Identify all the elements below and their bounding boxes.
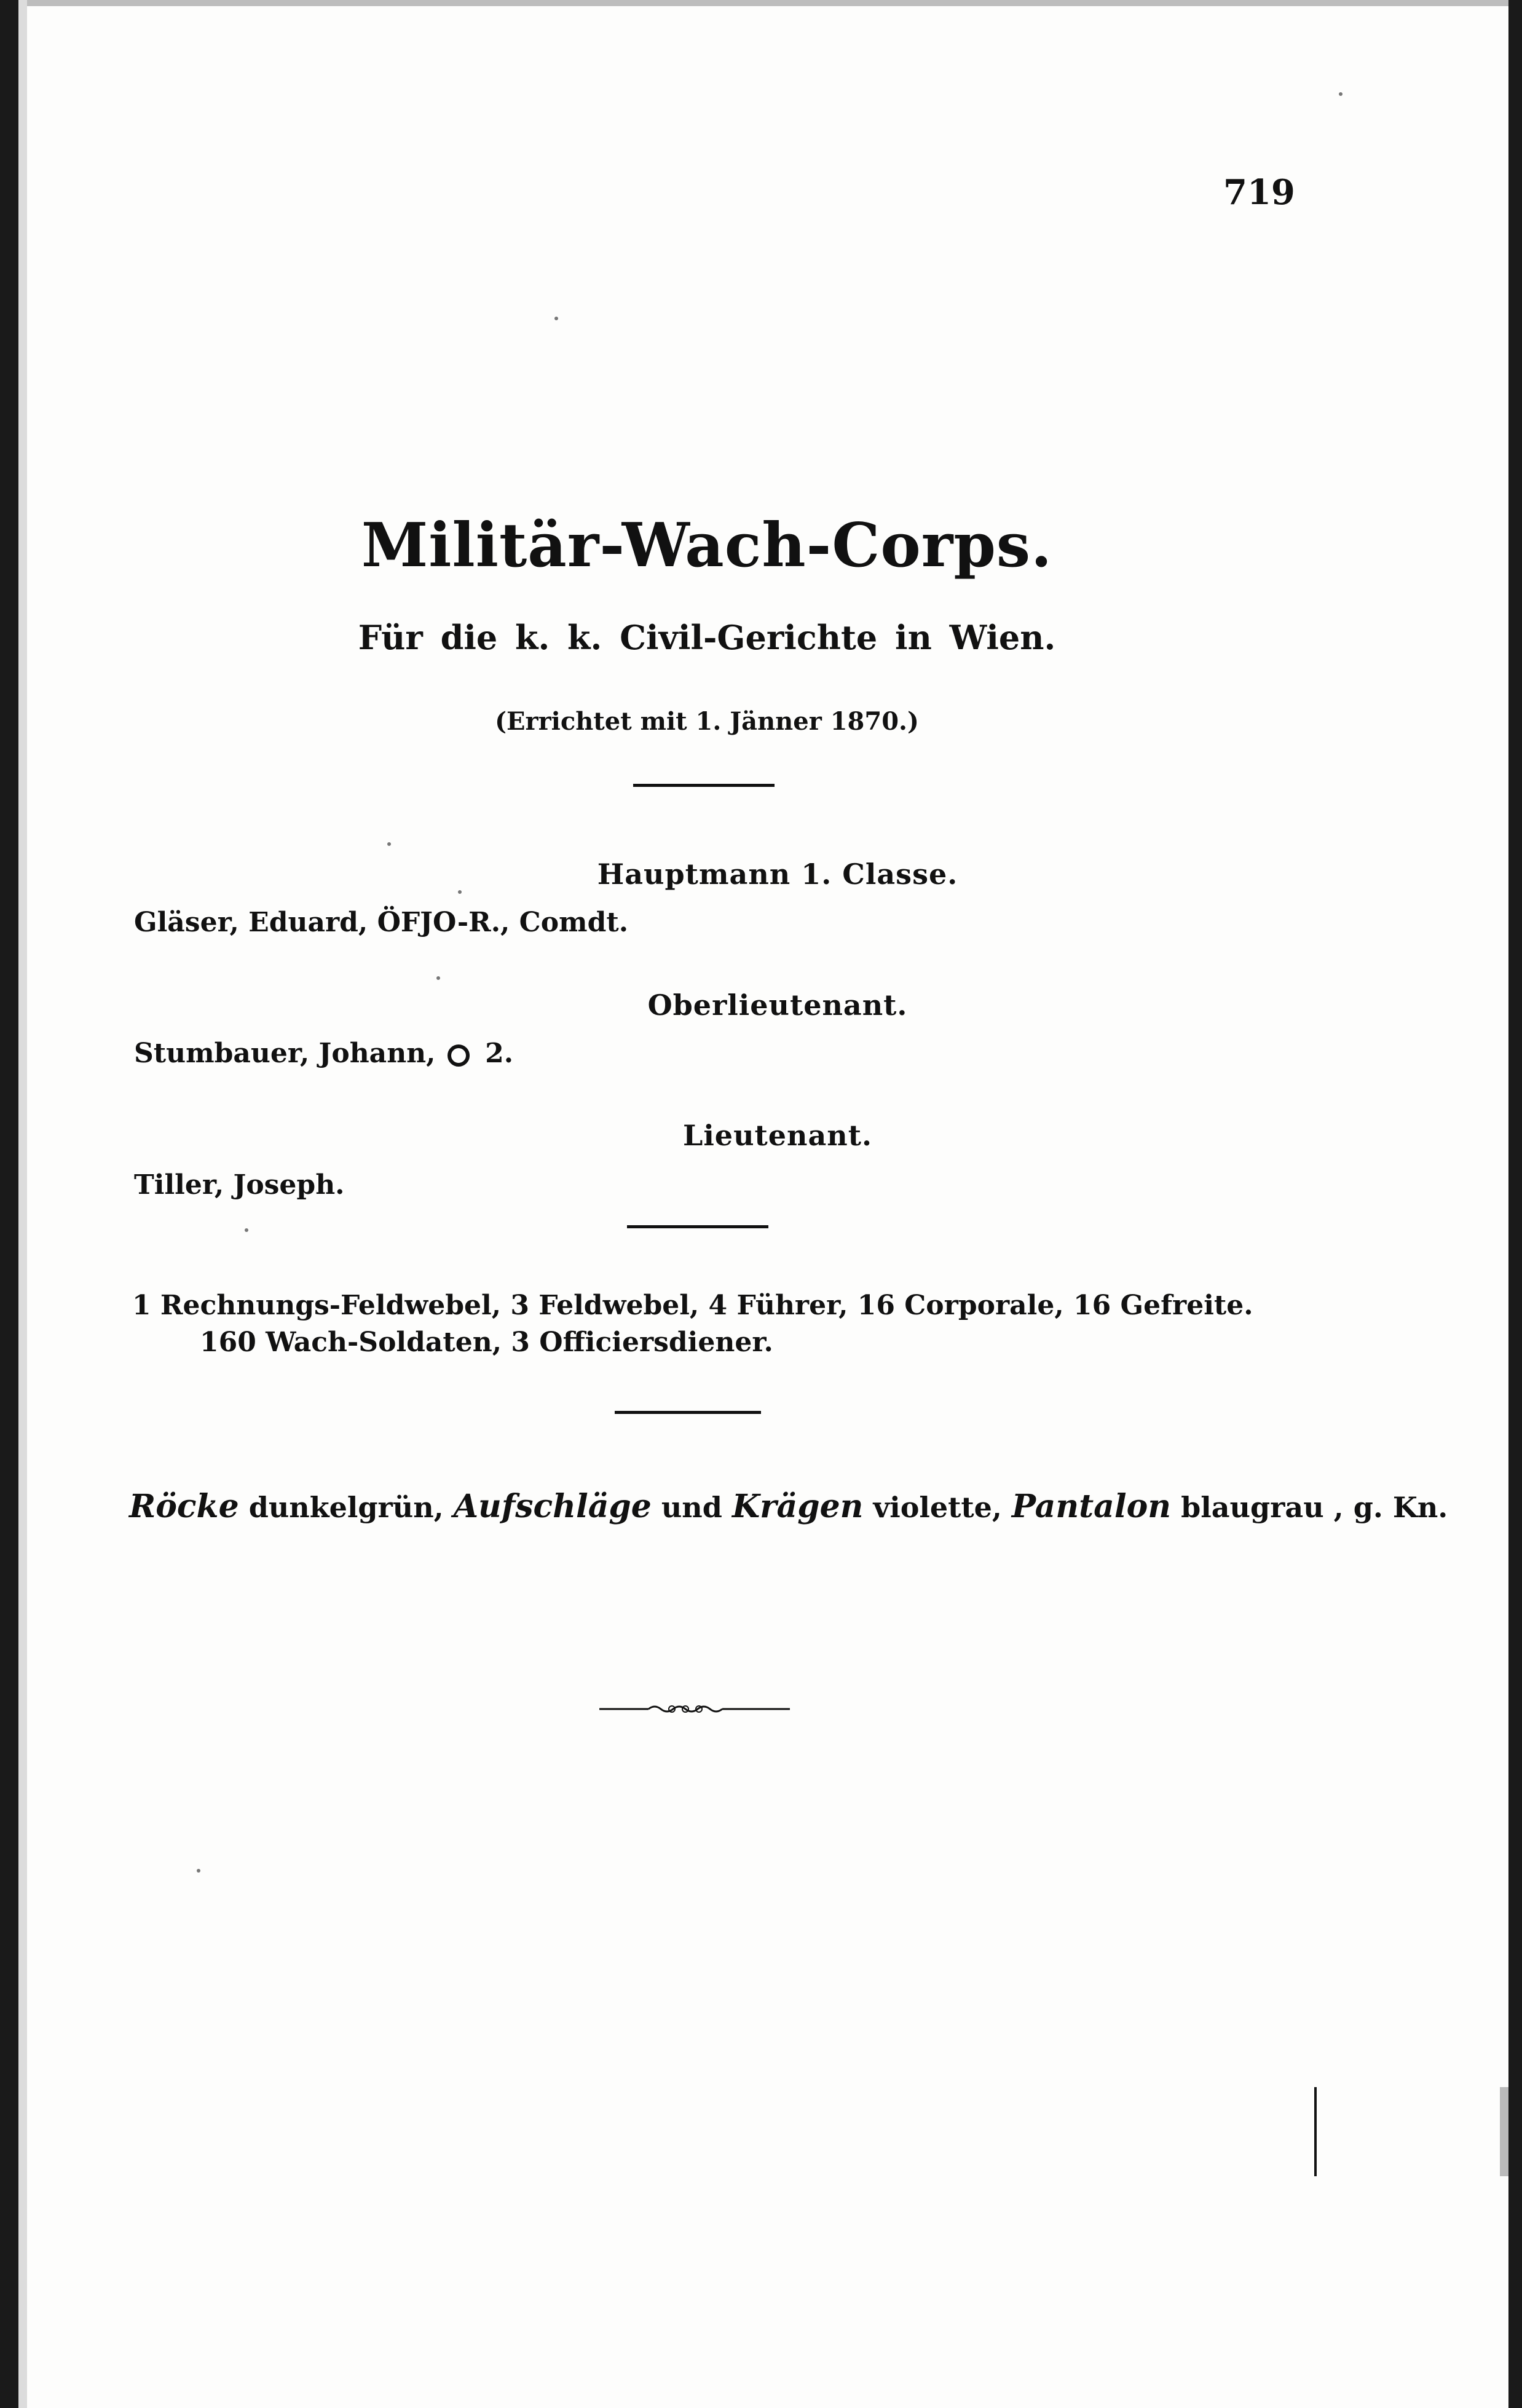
scan-top-edge bbox=[0, 0, 1522, 6]
scan-left-edge bbox=[0, 0, 18, 2408]
rank-heading-lieutenant: Lieutenant. bbox=[682, 1119, 872, 1152]
uniform-item: Aufschläge bbox=[453, 1488, 652, 1525]
rank-heading-oberlieutenant: Oberlieutenant. bbox=[647, 989, 908, 1022]
person-name: Stumbauer, Johann, bbox=[134, 1038, 436, 1069]
scan-left-margin bbox=[18, 0, 27, 2408]
scan-artifact-mark bbox=[1314, 2087, 1317, 2176]
establishment-note: (Errichtet mit 1. Jänner 1870.) bbox=[495, 707, 919, 736]
rank-heading-hauptmann: Hauptmann 1. Classe. bbox=[597, 858, 958, 891]
paper-speck bbox=[245, 1228, 248, 1232]
decoration-circle-icon bbox=[448, 1044, 470, 1067]
page-subtitle: Für die k. k. Civil-Gerichte in Wien. bbox=[358, 618, 1056, 657]
paper-speck bbox=[436, 976, 440, 980]
decoration-class: 2. bbox=[485, 1038, 514, 1069]
page-number: 719 bbox=[1223, 172, 1295, 213]
uniform-item: Krägen bbox=[731, 1488, 864, 1525]
staff-list-line-2: 160 Wach-Soldaten, 3 Officiersdiener. bbox=[200, 1327, 773, 1358]
uniform-description: Röcke dunkelgrün, Aufschläge und Krägen violette, Pantalon blaugrau , g. Kn. bbox=[129, 1488, 1448, 1525]
staff-list-line-1: 1 Rechnungs-Feldwebel, 3 Feldwebel, 4 Führer, 16 Corporale, 16 Gefreite. bbox=[132, 1290, 1253, 1321]
section-divider bbox=[627, 1225, 768, 1228]
paper-speck bbox=[554, 317, 558, 320]
end-ornament-icon bbox=[599, 1703, 790, 1715]
section-divider bbox=[633, 784, 775, 787]
person-entry: Tiller, Joseph. bbox=[134, 1169, 345, 1201]
person-entry bbox=[134, 1038, 513, 1069]
scan-artifact-strip bbox=[1500, 2087, 1508, 2176]
paper-speck bbox=[197, 1869, 200, 1873]
uniform-item: Röcke bbox=[129, 1488, 239, 1525]
scan-right-edge bbox=[1508, 0, 1522, 2408]
paper-speck bbox=[458, 890, 462, 894]
page-title: Militär-Wach-Corps. bbox=[361, 510, 1053, 581]
paper-speck bbox=[387, 842, 391, 846]
paper-speck bbox=[1339, 92, 1343, 96]
person-entry: Gläser, Eduard, ÖFJO-R., Comdt. bbox=[134, 907, 629, 938]
section-divider bbox=[615, 1411, 761, 1414]
uniform-item: Pantalon bbox=[1011, 1488, 1172, 1525]
